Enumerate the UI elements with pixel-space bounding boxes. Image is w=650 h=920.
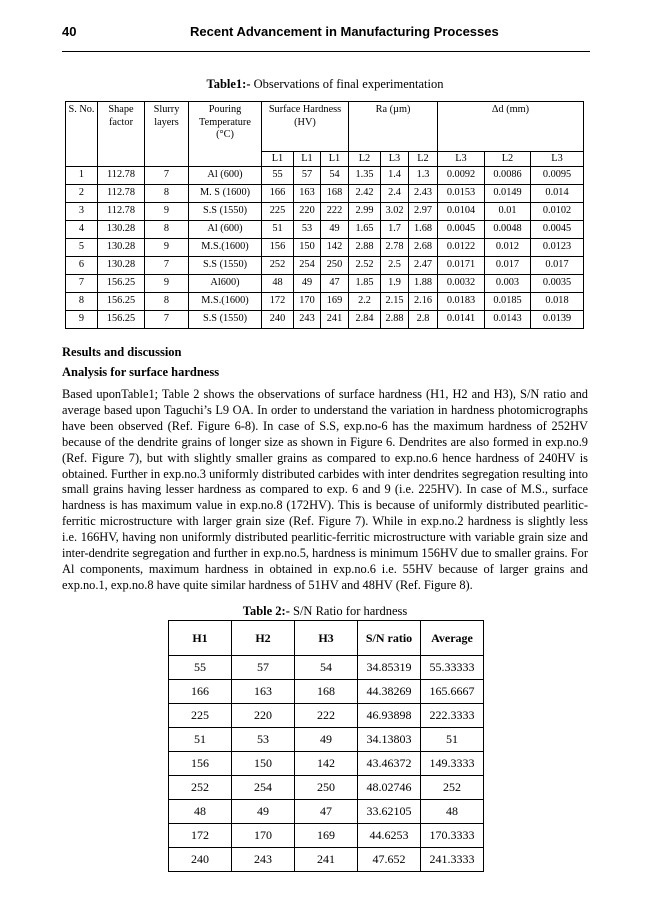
table-cell: 2.4 [381, 185, 409, 203]
page-number: 40 [62, 24, 77, 39]
table-cell: 55.33333 [421, 656, 484, 680]
table-cell: 156 [262, 239, 294, 257]
table-cell: 1.65 [349, 221, 381, 239]
table-cell: 3 [66, 203, 98, 221]
table-cell: 220 [232, 704, 295, 728]
table-cell: 49 [321, 221, 349, 239]
table-cell: 166 [169, 680, 232, 704]
table-cell: 1.9 [381, 275, 409, 293]
table-cell: 254 [294, 257, 321, 275]
table-cell: 8 [145, 185, 189, 203]
table-row [66, 221, 584, 239]
header-slurry-layers: Slurry layers [145, 102, 189, 167]
table-cell: 53 [232, 728, 295, 752]
table2-caption [0, 604, 650, 619]
table-cell: 2.99 [349, 203, 381, 221]
table-cell: 169 [321, 293, 349, 311]
column-header: H2 [232, 621, 295, 656]
table-cell: 250 [295, 776, 358, 800]
table-row [66, 239, 584, 257]
table-cell: 0.0102 [531, 203, 584, 221]
table-cell: 252 [169, 776, 232, 800]
table-cell: 0.0183 [438, 293, 485, 311]
table-cell: 222 [295, 704, 358, 728]
column-header: H3 [295, 621, 358, 656]
table-cell: 2.68 [409, 239, 438, 257]
table-row [169, 656, 484, 680]
header-shape-factor: Shape factor [98, 102, 145, 167]
table-cell: 142 [295, 752, 358, 776]
table-cell: 163 [294, 185, 321, 203]
table-cell: 2.97 [409, 203, 438, 221]
table-cell: 2.42 [349, 185, 381, 203]
table-cell: 51 [421, 728, 484, 752]
subheader-cell: L3 [438, 152, 485, 167]
table-cell: 33.62105 [358, 800, 421, 824]
table-cell: 225 [262, 203, 294, 221]
table-row [169, 680, 484, 704]
table-cell: 0.0104 [438, 203, 485, 221]
table-cell: 0.0095 [531, 167, 584, 185]
table1-caption-text: Observations of final experimentation [250, 77, 444, 91]
table-cell: 0.0122 [438, 239, 485, 257]
table-cell: 0.0032 [438, 275, 485, 293]
table-cell: 0.012 [485, 239, 531, 257]
table-cell: 48 [421, 800, 484, 824]
table-cell: 34.85319 [358, 656, 421, 680]
table-cell: 156 [169, 752, 232, 776]
table-cell: 166 [262, 185, 294, 203]
table-cell: 9 [66, 311, 98, 329]
table-cell: 54 [295, 656, 358, 680]
table-cell: 170 [232, 824, 295, 848]
table-cell: 1.3 [409, 167, 438, 185]
table-cell: Al (600) [189, 167, 262, 185]
header-rule [62, 51, 590, 52]
table-cell: Al600) [189, 275, 262, 293]
table-row [169, 800, 484, 824]
table-cell: 0.017 [485, 257, 531, 275]
header-surface-hardness: Surface Hardness (HV) [262, 102, 349, 152]
running-title: Recent Advancement in Manufacturing Processes [190, 24, 499, 39]
table-cell: 0.0123 [531, 239, 584, 257]
table-cell: 156.25 [98, 275, 145, 293]
table-cell: 1.85 [349, 275, 381, 293]
table-cell: 44.6253 [358, 824, 421, 848]
table-row [66, 311, 584, 329]
subheader-cell: L3 [531, 152, 584, 167]
table-cell: 2.16 [409, 293, 438, 311]
table-cell: 149.3333 [421, 752, 484, 776]
subheader-cell: L1 [262, 152, 294, 167]
table-cell: 172 [262, 293, 294, 311]
analysis-heading: Analysis for surface hardness [62, 365, 220, 379]
table-cell: 2.15 [381, 293, 409, 311]
table-cell: 47.652 [358, 848, 421, 872]
table-cell: 51 [169, 728, 232, 752]
table-cell: 54 [321, 167, 349, 185]
table-cell: 0.01 [485, 203, 531, 221]
table-cell: 0.014 [531, 185, 584, 203]
table-cell: 241 [321, 311, 349, 329]
header-sno: S. No. [66, 102, 98, 167]
sn-ratio-table [168, 620, 484, 872]
subheader-cell: L2 [349, 152, 381, 167]
table-cell: 2.2 [349, 293, 381, 311]
table-cell: 2.43 [409, 185, 438, 203]
table-cell: 165.6667 [421, 680, 484, 704]
table-cell: 7 [145, 311, 189, 329]
table-cell: 241.3333 [421, 848, 484, 872]
table-cell: 170 [294, 293, 321, 311]
table-row [66, 293, 584, 311]
table-cell: 2.8 [409, 311, 438, 329]
table-cell: 240 [262, 311, 294, 329]
table-row [66, 185, 584, 203]
table-cell: 112.78 [98, 203, 145, 221]
table-cell: 156.25 [98, 311, 145, 329]
table-cell: S.S (1550) [189, 257, 262, 275]
table-cell: 48 [262, 275, 294, 293]
table-cell: M. S (1600) [189, 185, 262, 203]
table-cell: 47 [295, 800, 358, 824]
table-row [66, 275, 584, 293]
table-cell: 0.0141 [438, 311, 485, 329]
table-cell: 252 [421, 776, 484, 800]
table-row [169, 704, 484, 728]
table-cell: 55 [169, 656, 232, 680]
table-cell: 2.78 [381, 239, 409, 257]
table-cell: 9 [145, 203, 189, 221]
table-cell: 0.0139 [531, 311, 584, 329]
table-cell: 130.28 [98, 239, 145, 257]
table-cell: M.S.(1600) [189, 239, 262, 257]
table-row [169, 752, 484, 776]
table-cell: 2.88 [349, 239, 381, 257]
table-cell: 2.52 [349, 257, 381, 275]
table-cell: 168 [295, 680, 358, 704]
table-cell: 9 [145, 275, 189, 293]
table-cell: 2.47 [409, 257, 438, 275]
table-cell: 49 [294, 275, 321, 293]
table2-caption-label: Table 2:- [242, 604, 290, 618]
table-cell: 0.0035 [531, 275, 584, 293]
table-cell: S.S (1550) [189, 203, 262, 221]
table-cell: 7 [145, 257, 189, 275]
subheader-cell: L3 [381, 152, 409, 167]
table-cell: 0.003 [485, 275, 531, 293]
table-cell: 1 [66, 167, 98, 185]
table-cell: 8 [66, 293, 98, 311]
table2-caption-text: S/N Ratio for hardness [289, 604, 408, 618]
page-header [62, 22, 590, 46]
table-row [169, 848, 484, 872]
table-cell: 5 [66, 239, 98, 257]
table-cell: 156.25 [98, 293, 145, 311]
table-cell: 2.88 [381, 311, 409, 329]
table-cell: 53 [294, 221, 321, 239]
table-cell: 150 [294, 239, 321, 257]
table-cell: 0.0171 [438, 257, 485, 275]
table-cell: 112.78 [98, 167, 145, 185]
table-cell: 130.28 [98, 257, 145, 275]
table-cell: 1.4 [381, 167, 409, 185]
header-pouring-temperature: Pouring Temperature (°C) [189, 102, 262, 167]
table-cell: 0.017 [531, 257, 584, 275]
table-cell: 241 [295, 848, 358, 872]
table-cell: 254 [232, 776, 295, 800]
table-row [169, 776, 484, 800]
table-cell: 47 [321, 275, 349, 293]
table-cell: 220 [294, 203, 321, 221]
table-cell: 8 [145, 221, 189, 239]
table-cell: 222.3333 [421, 704, 484, 728]
observations-table [65, 101, 584, 329]
table-cell: 0.0149 [485, 185, 531, 203]
column-header: H1 [169, 621, 232, 656]
table-cell: 222 [321, 203, 349, 221]
table-cell: 0.018 [531, 293, 584, 311]
column-header: Average [421, 621, 484, 656]
table-cell: 243 [232, 848, 295, 872]
table-cell: 0.0185 [485, 293, 531, 311]
table-cell: 225 [169, 704, 232, 728]
table-cell: 55 [262, 167, 294, 185]
table-cell: 163 [232, 680, 295, 704]
table-cell: 172 [169, 824, 232, 848]
table-cell: 0.0092 [438, 167, 485, 185]
table-row [66, 257, 584, 275]
table-cell: 7 [145, 167, 189, 185]
table-cell: 170.3333 [421, 824, 484, 848]
table-cell: 7 [66, 275, 98, 293]
table-cell: 0.0045 [531, 221, 584, 239]
table-cell: 240 [169, 848, 232, 872]
table-cell: 0.0048 [485, 221, 531, 239]
table-cell: 168 [321, 185, 349, 203]
table-cell: 243 [294, 311, 321, 329]
table-cell: 48 [169, 800, 232, 824]
table-cell: 49 [295, 728, 358, 752]
results-heading: Results and discussion [62, 345, 182, 359]
table-row [66, 167, 584, 185]
table-cell: 2.84 [349, 311, 381, 329]
table-cell: M.S.(1600) [189, 293, 262, 311]
table-cell: 34.13803 [358, 728, 421, 752]
table-cell: 1.35 [349, 167, 381, 185]
table-cell: 57 [294, 167, 321, 185]
table-cell: 0.0086 [485, 167, 531, 185]
table-row [169, 728, 484, 752]
table-cell: 46.93898 [358, 704, 421, 728]
table-cell: 150 [232, 752, 295, 776]
table-cell: 8 [145, 293, 189, 311]
table-row [169, 824, 484, 848]
header-dd: Δd (mm) [438, 102, 584, 152]
subheader-cell: L1 [294, 152, 321, 167]
subheader-cell: L2 [409, 152, 438, 167]
table-cell: 44.38269 [358, 680, 421, 704]
table-cell: Al (600) [189, 221, 262, 239]
table-cell: 252 [262, 257, 294, 275]
table-cell: 112.78 [98, 185, 145, 203]
table-cell: 130.28 [98, 221, 145, 239]
table-cell: 2.5 [381, 257, 409, 275]
table-cell: 57 [232, 656, 295, 680]
header-ra: Ra (µm) [349, 102, 438, 152]
table-cell: 1.7 [381, 221, 409, 239]
table-cell: 2 [66, 185, 98, 203]
table-cell: 1.68 [409, 221, 438, 239]
table-cell: 6 [66, 257, 98, 275]
table-cell: 49 [232, 800, 295, 824]
table-cell: 0.0153 [438, 185, 485, 203]
table-row [66, 203, 584, 221]
subheader-cell: L1 [321, 152, 349, 167]
table1-caption-label: Table1:- [206, 77, 251, 91]
table-cell: 51 [262, 221, 294, 239]
table-cell: 43.46372 [358, 752, 421, 776]
subheader-cell: L2 [485, 152, 531, 167]
table-cell: 250 [321, 257, 349, 275]
discussion-paragraph: Based uponTable1; Table 2 shows the observations of surface hardness (H1, H2 and H3), S/N ratio and average based upon Taguchi’s L9 OA. In order to understand the variation in hardness photomicrographs have been observed (Ref. Figure 6-8). In case of S.S, exp.no-6 has the maximum hardness of 252HV because of the dendrite grains of longer size as shown in Figure 6. Dendrites are also formed in exp.no.9 (Ref. Figure 7), but with slightly smaller grains as compared to exp.no.6 hence hardness of 240HV is obtained. Further in exp.no.3 uniformly distributed carbides with inter dendrites segregation resulting into small grains having lesser hardness as compared to exp. 6 and 9 (i.e. 225HV). In case of M.S., surface hardness is has maximum value in exp.no.8 (172HV). This is because of uniformly distributed pearlitic-ferritic microstructure with larger grain size (Ref. Figure 7). While in exp.no.2 hardness is slightly less i.e. 166HV, having non uniformly distributed pearlitic-ferritic microstructure with variable grain size and inter-dendrite segregation and further in exp.no.5, hardness is minimum 156HV due to smaller grains. For Al components, maximum hardness in obtained in exp.no.6 i.e. 55HV because of larger grains and exp.no.1, exp.no.8 have quite similar hardness of 51HV and 48HV (Ref. Figure 8). [62, 387, 588, 592]
table-cell: 48.02746 [358, 776, 421, 800]
table-cell: 9 [145, 239, 189, 257]
table-cell: 142 [321, 239, 349, 257]
table-cell: 3.02 [381, 203, 409, 221]
table-cell: 169 [295, 824, 358, 848]
table-cell: 0.0143 [485, 311, 531, 329]
table-cell: 0.0045 [438, 221, 485, 239]
table1-caption [0, 77, 650, 92]
table-cell: 4 [66, 221, 98, 239]
table-cell: 1.88 [409, 275, 438, 293]
column-header: S/N ratio [358, 621, 421, 656]
table-cell: S.S (1550) [189, 311, 262, 329]
